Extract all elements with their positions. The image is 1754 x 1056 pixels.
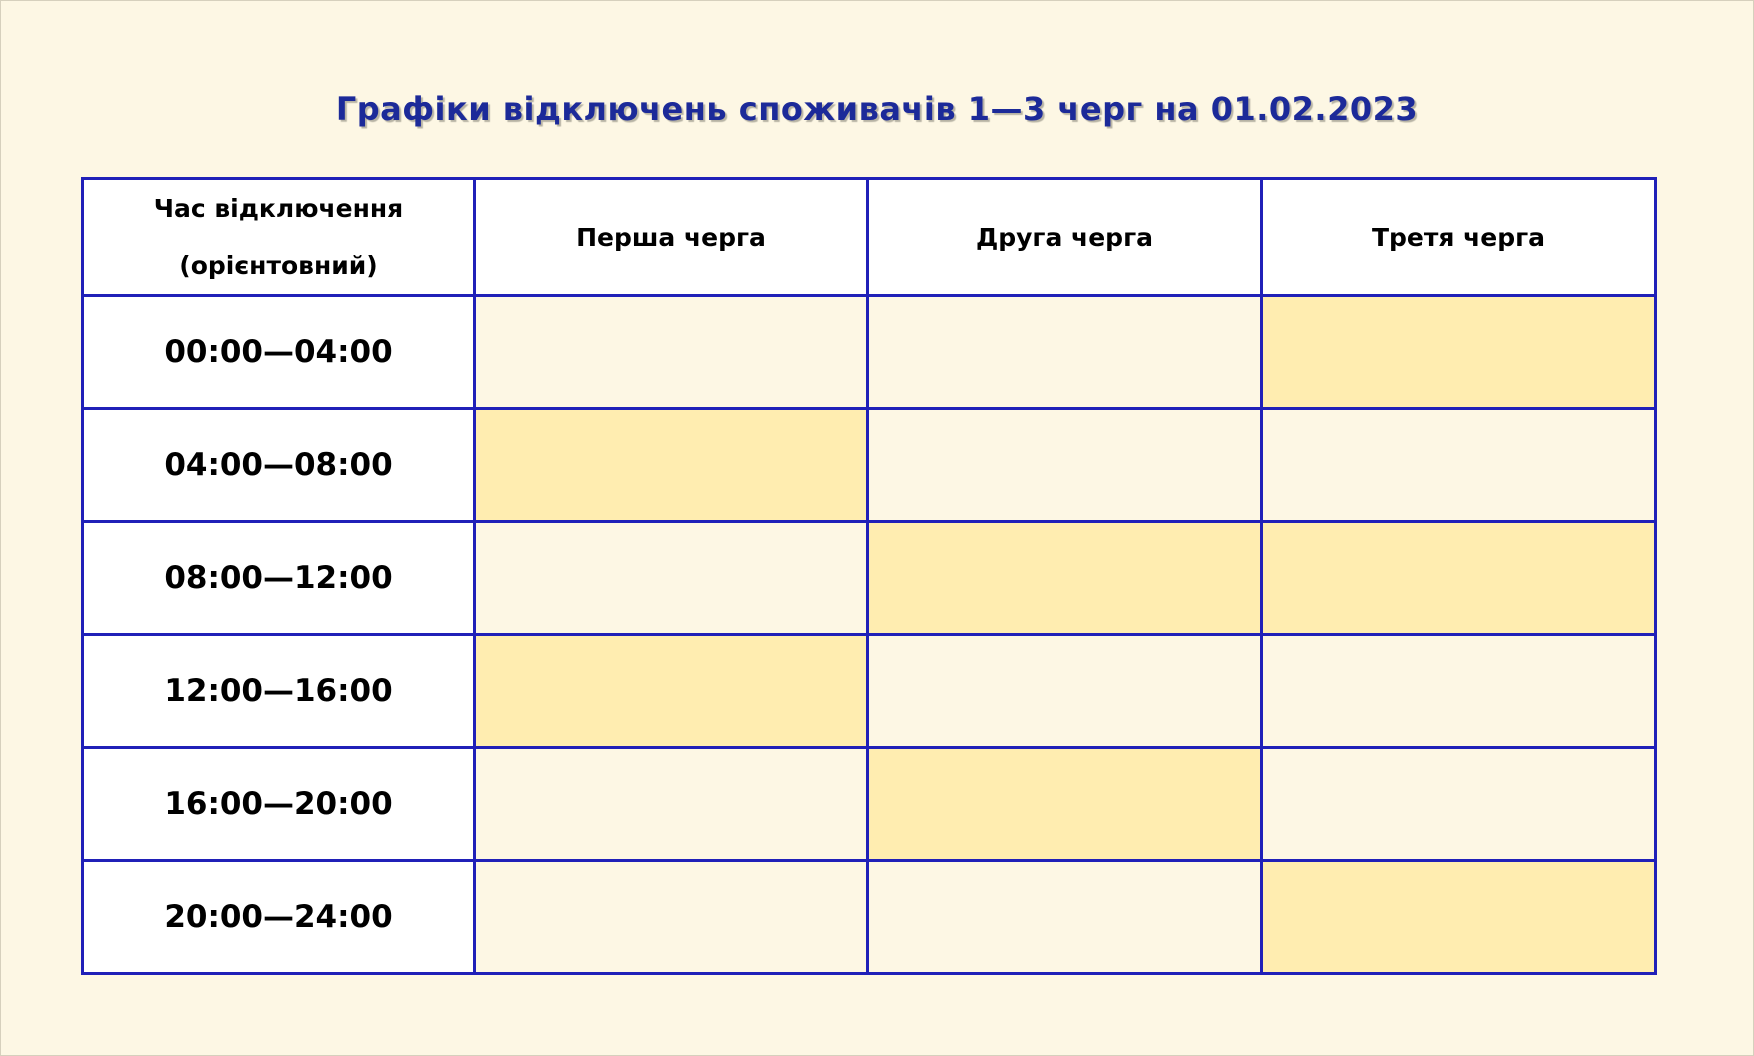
outage-schedule-table: [81, 177, 1657, 975]
time-slot-cell: 04:00—08:00: [83, 409, 475, 522]
queue-3-cell: [1262, 409, 1656, 522]
time-slot-cell: 00:00—04:00: [83, 296, 475, 409]
table-row: [83, 635, 1656, 748]
queue-2-cell: [868, 748, 1262, 861]
header-time-label: Час відключення: [153, 194, 404, 223]
queue-2-cell: [868, 522, 1262, 635]
time-slot-cell: 16:00—20:00: [83, 748, 475, 861]
queue-1-cell: [475, 522, 868, 635]
queue-3-cell: [1262, 296, 1656, 409]
time-slot-cell: 08:00—12:00: [83, 522, 475, 635]
queue-2-cell: [868, 861, 1262, 974]
time-slot-cell: 20:00—24:00: [83, 861, 475, 974]
page-title: Графіки відключень споживачів 1—3 черг на 01.02.2023: [335, 90, 1419, 128]
table-row: [83, 522, 1656, 635]
table-row: [83, 748, 1656, 861]
header-queue-2: Друга черга: [868, 179, 1262, 296]
queue-3-cell: [1262, 522, 1656, 635]
queue-3-cell: [1262, 861, 1656, 974]
header-queue-3: Третя черга: [1262, 179, 1656, 296]
table-row: [83, 861, 1656, 974]
queue-1-cell: [475, 861, 868, 974]
queue-3-cell: [1262, 635, 1656, 748]
queue-1-cell: [475, 409, 868, 522]
header-time-note: (орієнтовний): [179, 251, 378, 280]
queue-1-cell: [475, 296, 868, 409]
queue-2-cell: [868, 635, 1262, 748]
queue-2-cell: [868, 409, 1262, 522]
queue-1-cell: [475, 635, 868, 748]
time-slot-cell: 12:00—16:00: [83, 635, 475, 748]
header-row: [83, 179, 1656, 296]
table-row: [83, 409, 1656, 522]
queue-2-cell: [868, 296, 1262, 409]
header-queue-1: Перша черга: [475, 179, 868, 296]
queue-3-cell: [1262, 748, 1656, 861]
queue-1-cell: [475, 748, 868, 861]
header-time: [83, 179, 475, 296]
table-row: [83, 296, 1656, 409]
